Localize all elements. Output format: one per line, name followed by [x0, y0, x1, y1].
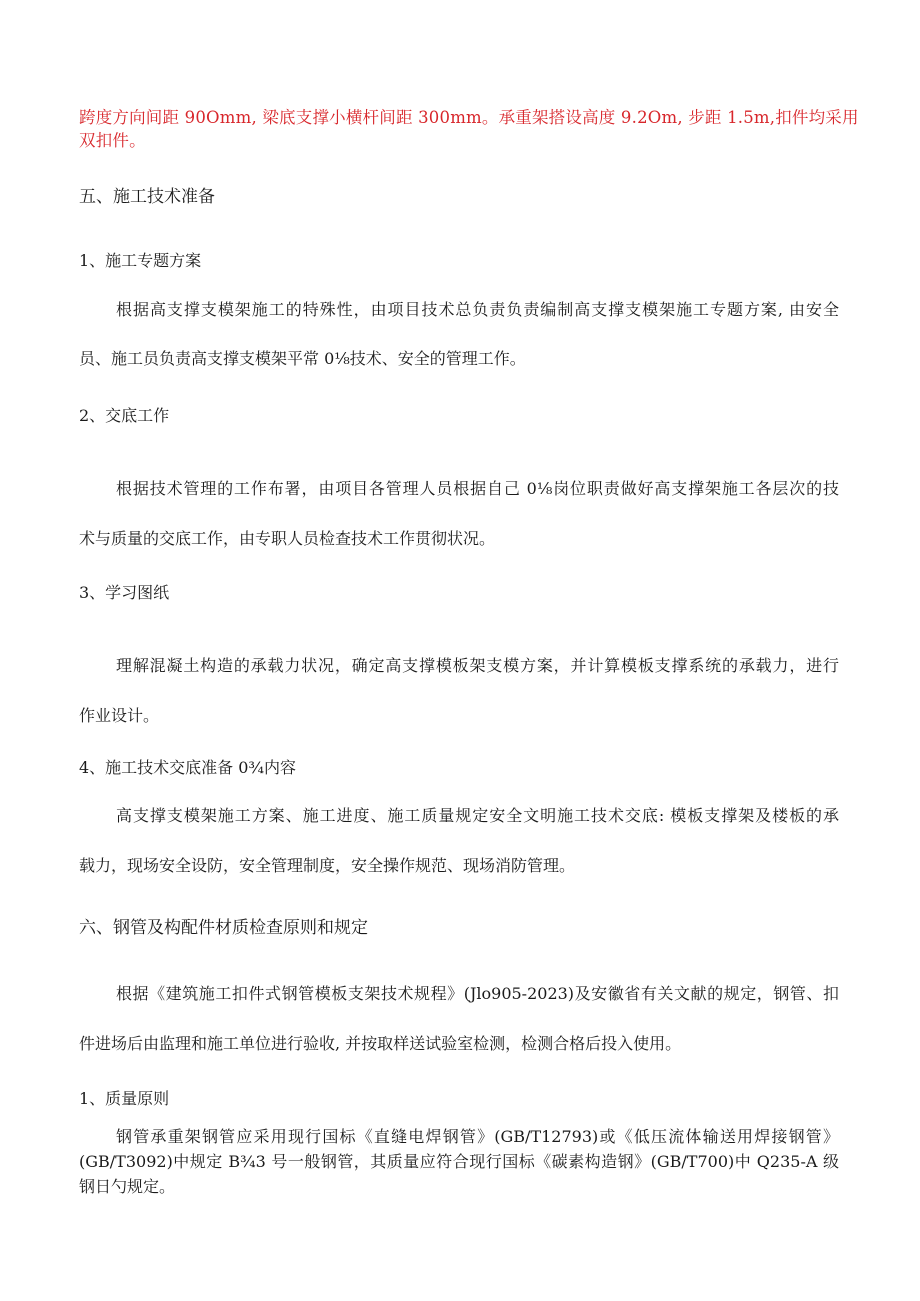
section-5-item-1-line-1: 根据高支撑支模架施工的特殊性，由项目技术总负责负责编制高支撑支模架施工专题方案, 由安全 — [116, 300, 839, 319]
section-5-item-2-line-2: 术与质量的交底工作，由专职人员检查技术工作贯彻状况。 — [79, 529, 496, 548]
section-5-item-3-line-1: 理解混凝土构造的承载力状况，确定高支撑模板架支模方案，并计算模板支撑系统的承载力，进行 — [116, 656, 839, 675]
section-5-title: 五、施工技术准备 — [79, 187, 215, 207]
section-6-para-line-1: 根据《建筑施工扣件式钢管模板支架技术规程》(Jlo905-2023)及安徽省有关文献的规定，钢管、扣 — [116, 984, 839, 1003]
intro-line-2: 双扣件。 — [79, 131, 146, 150]
section-5-item-1-heading: 1、施工专题方案 — [79, 251, 202, 270]
section-6-para-line-2: 件进场后由监理和施工单位进行验收, 并按取样送试验室检测，检测合格后投入使用。 — [79, 1034, 682, 1053]
section-5-item-1-line-2: 员、施工员负责高支撑支模架平常 0⅛技术、安全的管理工作。 — [79, 349, 526, 368]
section-5-item-3-heading: 3、学习图纸 — [79, 583, 170, 602]
section-6-title: 六、钢管及构配件材质检查原则和规定 — [79, 918, 368, 938]
section-6-item-1-line-1: 钢管承重架钢管应采用现行国标《直缝电焊钢管》(GB/T12793)或《低压流体输送用焊接钢管》 — [116, 1127, 839, 1146]
section-6-item-1-line-2: (GB/T3092)中规定 B¾3 号一般钢管，其质量应符合现行国标《碳素构造钢》(GB/T700)中 Q235-A 级 — [79, 1152, 839, 1171]
section-5-item-2-heading: 2、交底工作 — [79, 406, 170, 425]
section-5-item-4-line-2: 载力，现场安全设防，安全管理制度，安全操作规范、现场消防管理。 — [79, 856, 576, 875]
section-5-item-4-line-1: 高支撑支模架施工方案、施工进度、施工质量规定安全文明施工技术交底: 模板支撑架及楼板的承 — [116, 806, 839, 825]
section-5-item-3-line-2: 作业设计。 — [79, 706, 160, 725]
section-5-item-4-heading: 4、施工技术交底准备 0¾内容 — [79, 758, 296, 777]
section-6-item-1-line-3: 钢日勺规定。 — [79, 1177, 176, 1196]
section-6-item-1-heading: 1、质量原则 — [79, 1089, 170, 1108]
intro-line-1: 跨度方向间距 90Omm, 梁底支撑小横杆间距 300mm。承重架搭设高度 9.2Om, 步距 1.5m,扣件均采用 — [79, 108, 859, 127]
section-5-item-2-line-1: 根据技术管理的工作布署，由项目各管理人员根据自己 0⅛岗位职责做好高支撑架施工各层次的技 — [116, 479, 839, 498]
